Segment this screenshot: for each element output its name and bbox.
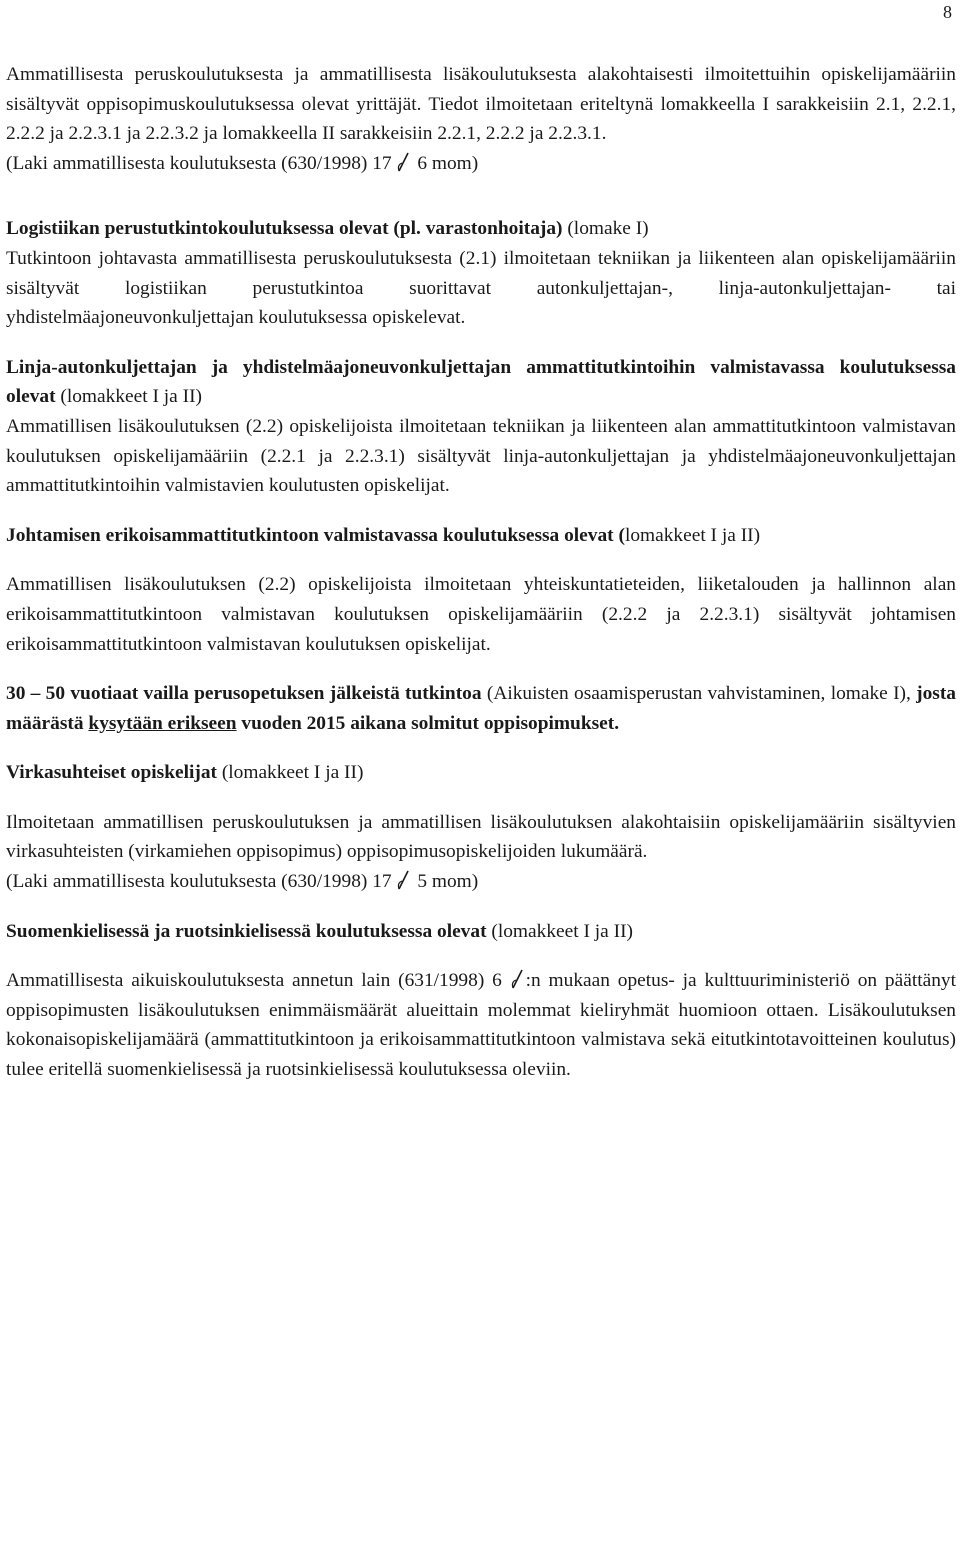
management-heading: Johtamisen erikoisammattitutkintoon valmistavassa koulutuksessa olevat (: [6, 524, 625, 546]
languages-heading: Suomenkielisessä ja ruotsinkielisessä koulutuksessa olevat: [6, 920, 487, 942]
age-group-paragraph: 30 – 50 vuotiaat vailla perusopetuksen jälkeistä tutkintoa (Aikuisten osaamisperustan vahvistaminen, lomake I), josta määrästä kysytään erikseen vuoden 2015 aikana solmitut oppisopimukset.: [6, 683, 956, 734]
logistics-section: [6, 214, 956, 332]
intro-section: [6, 60, 956, 178]
officials-section: [6, 758, 956, 896]
page-number: 8: [943, 2, 952, 22]
officials-heading-line: [6, 758, 956, 788]
management-section: [6, 521, 956, 659]
age-group-section: [6, 679, 956, 738]
drivers-heading: Linja-autonkuljettajan ja yhdistelmäajoneuvonkuljettajan ammattitutkintoihin valmistavassa koulutuksessa olevat: [6, 356, 956, 408]
drivers-section: [6, 353, 956, 501]
management-paragraph: Ammatillisen lisäkoulutuksen (2.2) opiskelijoista ilmoitetaan yhteiskuntatieteiden, liiketalouden ja hallinnon alan erikoisammattitutkintoon valmistavan koulutuksen opiskelijamääriin (2.2.2 ja 2.2.3.1) sisältyvät johtamisen erikoisammattitutkintoon valmistavan koulutuksen opiskelijat.: [6, 574, 956, 655]
age-group-heading-note: (Aikuisten osaamisperustan vahvistaminen, lomake I),: [481, 683, 917, 705]
intro-law-reference: (Laki ammatillisesta koulutuksesta (630/1998) 17 6 mom): [6, 152, 479, 174]
paragraph-section-icon: [396, 151, 412, 173]
officials-heading-note: (lomakkeet I ja II): [216, 762, 364, 784]
management-heading-note: lomakkeet I ja II): [624, 524, 761, 546]
paragraph-section-icon: [396, 869, 412, 891]
drivers-heading-line: [6, 353, 956, 412]
paragraph-section-icon: [510, 968, 526, 990]
asked-separately-emphasis: kysytään erikseen: [88, 712, 237, 734]
logistics-heading-note: (lomake I): [562, 218, 649, 240]
languages-section: [6, 917, 956, 1085]
document-body: [6, 60, 956, 1085]
logistics-heading: Logistiikan perustutkintokoulutuksessa olevat (pl. varastonhoitaja): [6, 218, 563, 240]
drivers-heading-note: (lomakkeet I ja II): [55, 386, 202, 408]
languages-paragraph: Ammatillisesta aikuiskoulutuksesta annetun lain (631/1998) 6 :n mukaan opetus- ja kulttuuriministeriö on päättänyt oppisopimusten lisäkoulutuksen enimmäismäärät alueittain molemmat kieliryhmät huomioon ottaen. Lisäkoulutuksen kokonaisopiskelijamäärä (ammattitutkintoon ja erikoisammattitutkintoon valmistava sekä eitutkintotavoitteinen koulutus) tulee eritellä suomenkielisessä ja ruotsinkielisessä koulutuksessa oleviin.: [6, 970, 956, 1081]
logistics-heading-line: [6, 214, 956, 244]
drivers-paragraph: Ammatillisen lisäkoulutuksen (2.2) opiskelijoista ilmoitetaan tekniikan ja liikenteen alan ammattitutkintoon valmistavan koulutuksen opiskelijamääriin (2.2.1 ja 2.2.3.1) sisältyvät linja-autonkuljettajan ja yhdistelmäajoneuvonkuljettajan ammattitutkintoihin valmistavien koulutusten opiskelijat.: [6, 415, 956, 497]
languages-heading-line: [6, 917, 956, 947]
officials-paragraph: Ilmoitetaan ammatillisen peruskoulutuksen ja ammatillisen lisäkoulutuksen alakohtaisiin opiskelijamääriin sisältyvien virkasuhteisten (virkamiehen oppisopimus) oppisopimusopiskelijoiden lukumäärä.: [6, 811, 956, 863]
age-group-heading: 30 – 50 vuotiaat vailla perusopetuksen jälkeistä tutkintoa: [6, 683, 482, 705]
intro-paragraph: Ammatillisesta peruskoulutuksesta ja ammatillisesta lisäkoulutuksesta alakohtaisesti ilmoitettuihin opiskelijamääriin sisältyvät oppisopimuskoulutuksessa olevat yrittäjät. Tiedot ilmoitetaan eriteltynä lomakkeella I sarakkeisiin 2.1, 2.2.1, 2.2.2 ja 2.2.3.1 ja 2.2.3.2 ja lomakkeella II sarakkeisiin 2.2.1, 2.2.2 ja 2.2.3.1.: [6, 64, 956, 145]
logistics-paragraph: Tutkintoon johtavasta ammatillisesta peruskoulutuksesta (2.1) ilmoitetaan tekniikan ja liikenteen alan opiskelijamääriin sisältyvät logistiikan perustutkintoa suorittavat autonkuljettajan-, linja-autonkuljettajan- tai yhdistelmäajoneuvonkuljettajan koulutuksessa opiskelevat.: [6, 247, 956, 329]
officials-heading: Virkasuhteiset opiskelijat: [6, 762, 217, 784]
languages-heading-note: (lomakkeet I ja II): [486, 920, 633, 942]
management-heading-line: [6, 521, 956, 551]
officials-law-reference: (Laki ammatillisesta koulutuksesta (630/1998) 17 5 mom): [6, 871, 479, 893]
